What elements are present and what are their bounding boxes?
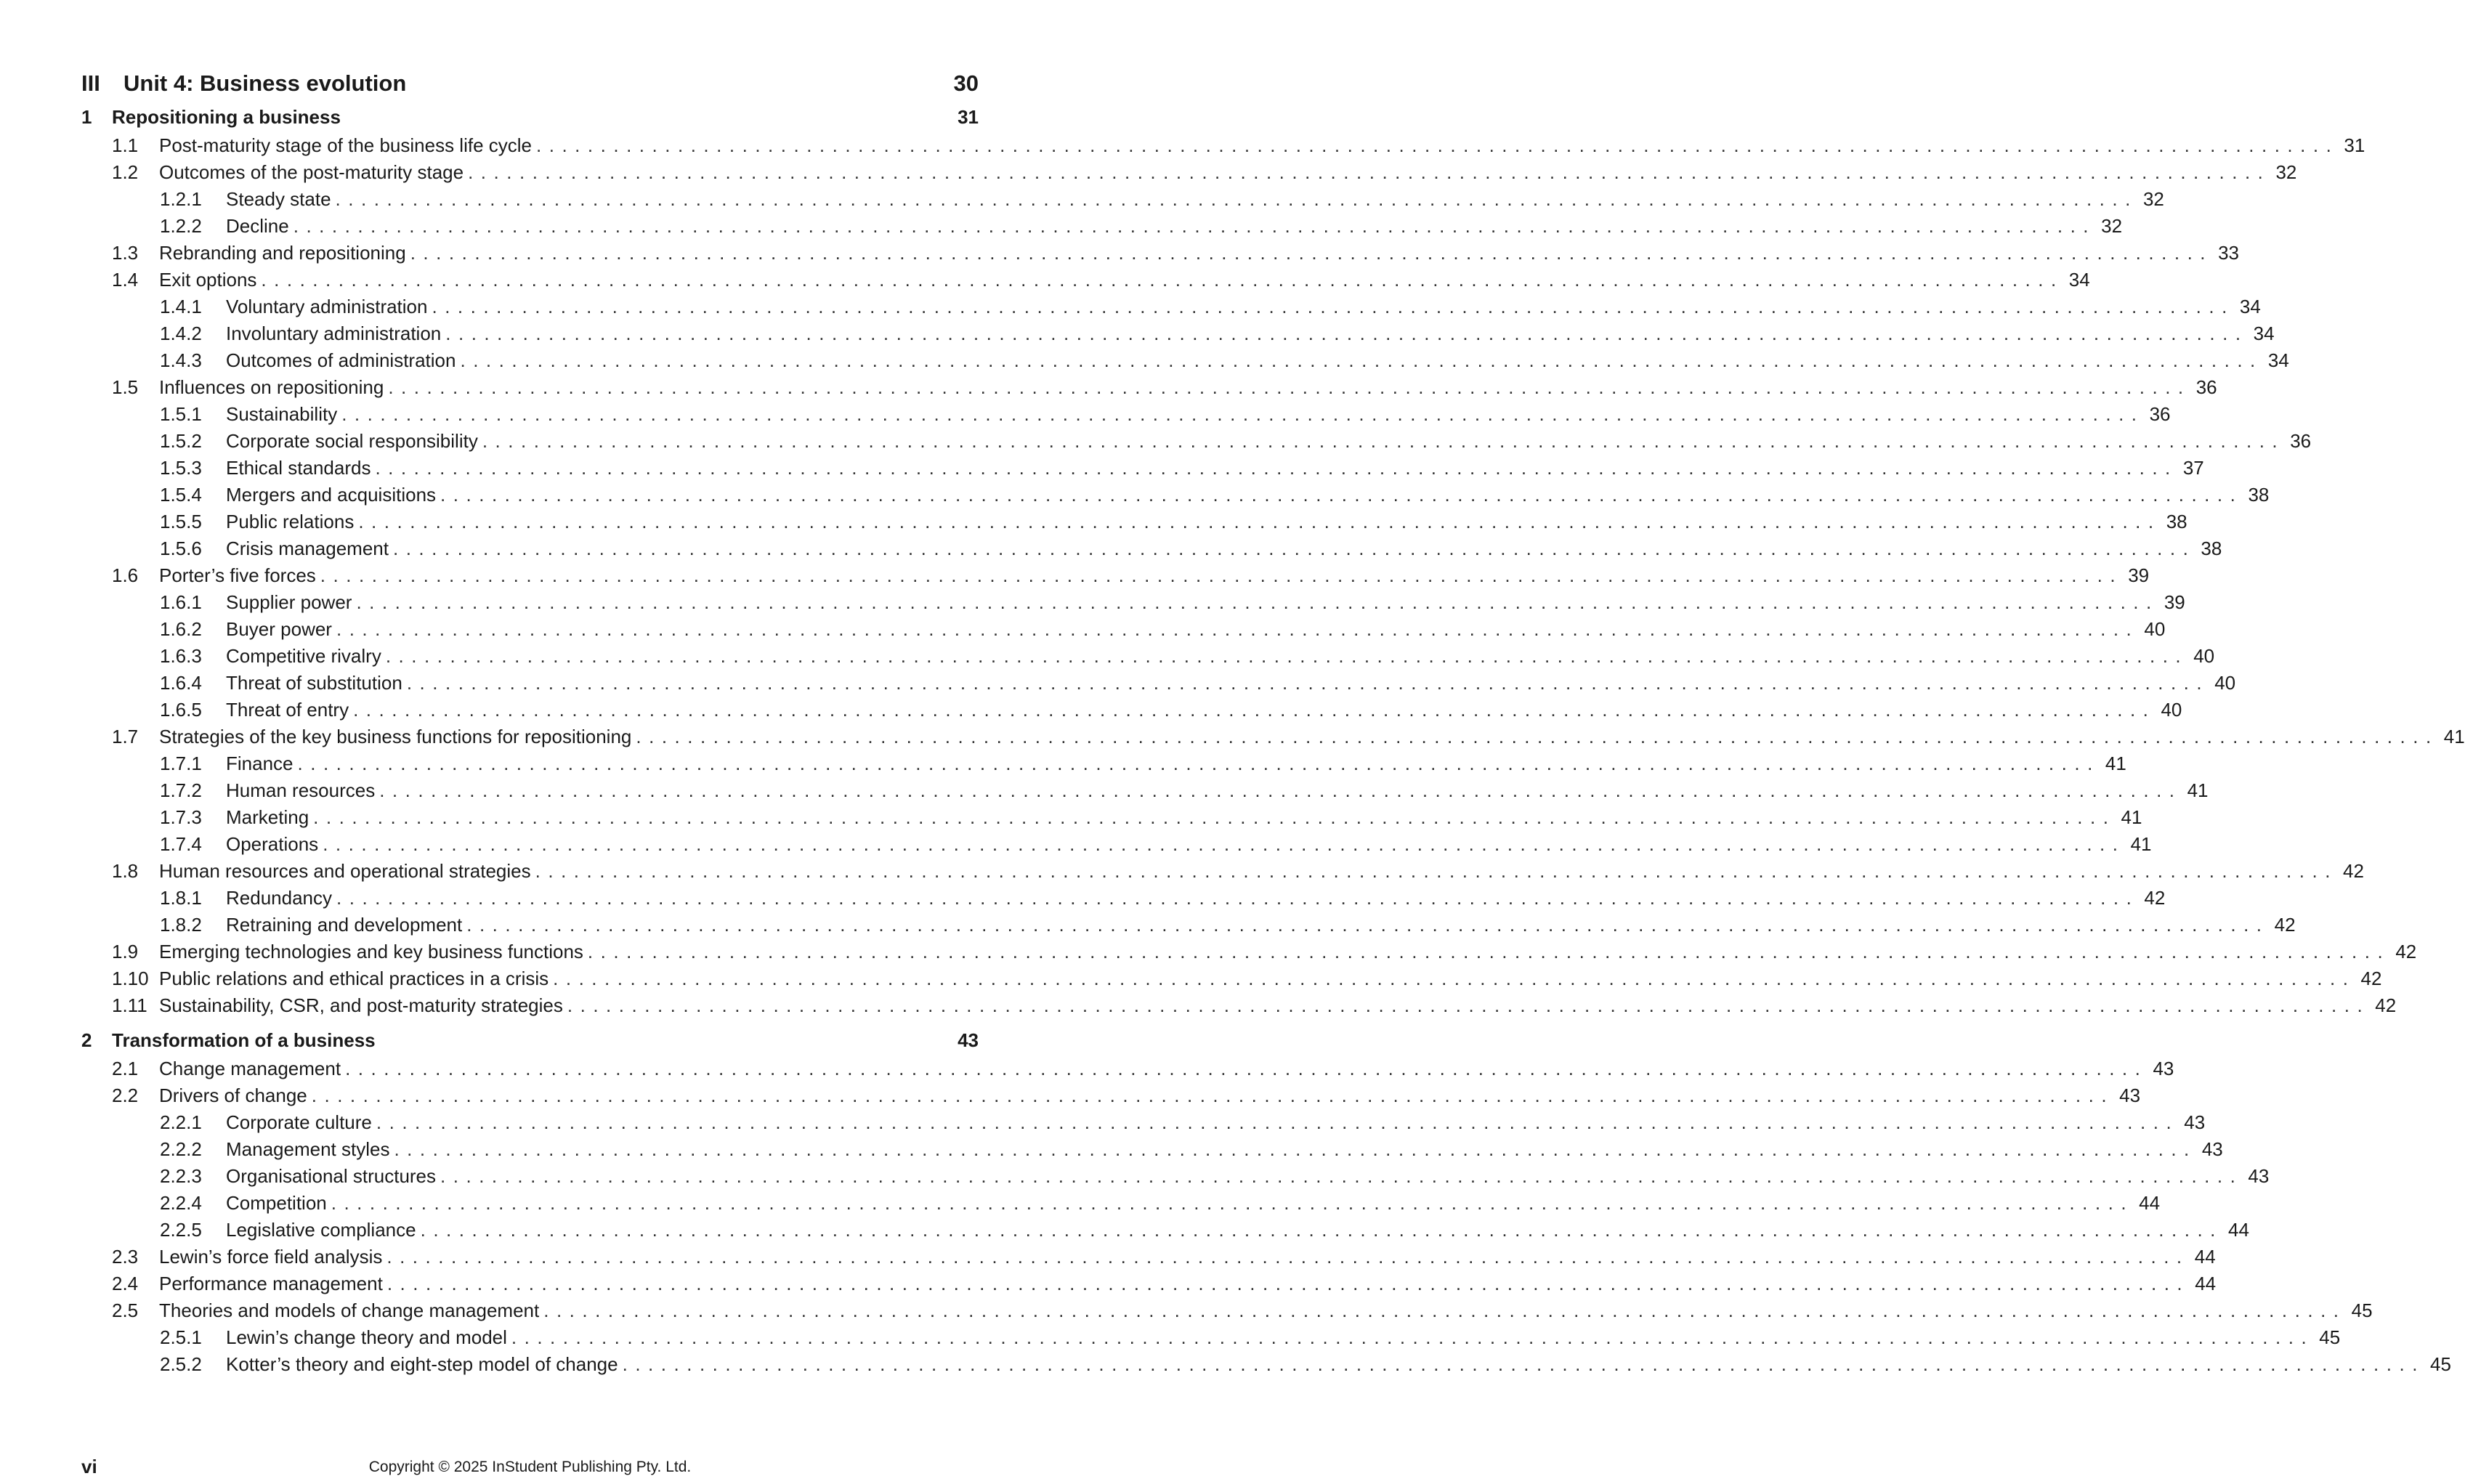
entry-title: Voluntary administration	[226, 296, 428, 317]
entry-title: Buyer power	[226, 618, 332, 640]
dot-leader: ............................................................................................................................................	[323, 833, 2126, 855]
entry-page: 45	[2430, 1353, 2451, 1375]
dot-leader: ............................................................................................................................................	[341, 403, 2145, 425]
toc-entry	[81, 482, 2270, 508]
dot-leader: ............................................................................................................................................	[543, 1299, 2347, 1321]
entry-title: Rebranding and repositioning	[159, 242, 406, 264]
entry-title: Threat of substitution	[226, 672, 402, 694]
entry-page: 41	[2105, 753, 2126, 774]
toc-entry	[81, 1244, 2216, 1270]
entry-number: 1.6.5	[160, 699, 202, 721]
entry-number: 1.7.4	[160, 833, 202, 855]
entry-number: 2.2.1	[160, 1111, 202, 1133]
toc-entry	[81, 428, 2312, 455]
entry-page: 40	[2144, 618, 2166, 640]
entry-number: 2.2.2	[160, 1138, 202, 1160]
entry-page: 39	[2164, 591, 2185, 613]
entry-number: 2.2.5	[160, 1219, 202, 1241]
entry-title: Theories and models of change management	[159, 1299, 540, 1321]
dot-leader: ............................................................................................................................................	[353, 699, 2156, 721]
dot-leader: ............................................................................................................................................	[336, 887, 2140, 909]
toc-entry	[81, 750, 2126, 777]
entry-number: 1.7.1	[160, 753, 202, 774]
entry-title: Public relations	[226, 511, 355, 532]
entry-page: 41	[2443, 726, 2465, 747]
entry-page: 39	[2128, 564, 2150, 586]
entry-page: 36	[2195, 376, 2217, 398]
entry-title: Strategies of the key business functions for repositioning	[159, 726, 632, 747]
toc-entry	[81, 643, 2215, 670]
dot-leader: ............................................................................................................................................	[392, 538, 2196, 559]
entry-title: Redundancy	[226, 887, 332, 909]
entry-title: Drivers of change	[159, 1084, 307, 1106]
entry-page: 33	[2218, 242, 2240, 264]
dot-leader: ............................................................................................................................................	[440, 484, 2243, 506]
entry-title: Threat of entry	[226, 699, 349, 721]
toc-entry	[81, 589, 2185, 616]
entry-title: Supplier power	[226, 591, 352, 613]
entry-page: 43	[2184, 1111, 2206, 1133]
entry-title: Influences on repositioning	[159, 376, 384, 398]
entry-number: 1.2.1	[160, 188, 202, 210]
entry-number: 2.5	[112, 1299, 139, 1321]
entry-number: 1.6	[112, 564, 139, 586]
entry-page: 44	[2139, 1192, 2161, 1214]
entry-title: Competitive rivalry	[226, 645, 381, 667]
toc-entry	[81, 186, 2164, 213]
entry-page: 40	[2193, 645, 2215, 667]
toc-entry	[81, 455, 2204, 482]
entry-number: 1.5.4	[160, 484, 202, 506]
entry-number: 1.5.5	[160, 511, 202, 532]
toc-entry	[81, 670, 2236, 697]
chapter-heading	[81, 1025, 979, 1055]
part-heading	[81, 65, 979, 102]
entry-number: 1.11	[112, 994, 147, 1016]
dot-leader: ............................................................................................................................................	[388, 376, 2191, 398]
entry-number: 1.5.2	[160, 430, 202, 452]
toc-entry	[81, 1351, 2451, 1378]
entry-title: Retraining and development	[226, 914, 463, 936]
entry-page: 32	[2275, 161, 2297, 183]
dot-leader: ............................................................................................................................................	[567, 994, 2371, 1016]
toc-entry	[81, 992, 2397, 1019]
entry-number: 2.4	[112, 1273, 139, 1294]
dot-leader: ............................................................................................................................................	[406, 672, 2210, 694]
dot-leader: ............................................................................................................................................	[466, 914, 2270, 936]
entry-page: 45	[2319, 1326, 2341, 1348]
entry-title: Operations	[226, 833, 319, 855]
page-footer	[81, 1456, 979, 1482]
toc-entry	[81, 804, 2142, 831]
entry-number: 1.6.2	[160, 618, 202, 640]
entry-page: 38	[2201, 538, 2222, 559]
entry-title: Crisis management	[226, 538, 389, 559]
dot-leader: ............................................................................................................................................	[385, 645, 2189, 667]
entry-title: Marketing	[226, 806, 309, 828]
toc-entry	[81, 858, 2364, 885]
toc-entry	[81, 1082, 2141, 1109]
entry-title: Ethical standards	[226, 457, 371, 479]
entry-page: 42	[2395, 941, 2417, 962]
dot-leader: ............................................................................................................................................	[376, 1111, 2179, 1133]
entry-number: 1.9	[112, 941, 139, 962]
toc-entry	[81, 535, 2222, 562]
dot-leader: ............................................................................................................................................	[535, 860, 2338, 882]
entry-number: 2.3	[112, 1246, 139, 1268]
part-page: 30	[953, 70, 979, 96]
dot-leader: ............................................................................................................................................	[331, 1192, 2134, 1214]
dot-leader: ............................................................................................................................................	[386, 1273, 2190, 1294]
entry-title: Human resources	[226, 779, 376, 801]
toc-entry	[81, 1136, 2223, 1163]
dot-leader: ............................................................................................................................................	[394, 1138, 2197, 1160]
dot-leader: ............................................................................................................................................	[636, 726, 2439, 747]
entry-page: 31	[2344, 134, 2365, 156]
entry-title: Legislative compliance	[226, 1219, 416, 1241]
toc-entry	[81, 1190, 2161, 1217]
toc-entry	[81, 616, 2166, 643]
entry-page: 34	[2239, 296, 2261, 317]
entry-title: Finance	[226, 753, 294, 774]
dot-leader: ............................................................................................................................................	[460, 349, 2263, 371]
entry-page: 36	[2149, 403, 2171, 425]
entry-page: 40	[2161, 699, 2182, 721]
toc-entry	[81, 912, 2296, 938]
entry-page: 44	[2227, 1219, 2249, 1241]
chapter-heading	[81, 102, 979, 132]
dot-leader: ............................................................................................................................................	[356, 591, 2159, 613]
entry-page: 43	[2153, 1058, 2174, 1079]
part-number: III	[81, 70, 100, 96]
dot-leader: ............................................................................................................................................	[440, 1165, 2243, 1187]
dot-leader: ............................................................................................................................................	[320, 564, 2124, 586]
entry-number: 1.6.1	[160, 591, 202, 613]
toc-entry	[81, 1217, 2249, 1244]
entry-title: Outcomes of the post-maturity stage	[159, 161, 464, 183]
dot-leader: ............................................................................................................................................	[445, 323, 2249, 344]
entry-page: 45	[2351, 1299, 2373, 1321]
entry-page: 42	[2360, 968, 2382, 989]
entry-page: 38	[2166, 511, 2187, 532]
toc-entry	[81, 1055, 2174, 1082]
entry-number: 1.10	[112, 968, 149, 989]
entry-number: 1.4	[112, 269, 139, 291]
toc-entry	[81, 777, 2209, 804]
toc-entry	[81, 1109, 2206, 1136]
entry-page: 43	[2248, 1165, 2270, 1187]
toc-entry	[81, 159, 2297, 186]
entry-page: 36	[2290, 430, 2312, 452]
toc-entry	[81, 401, 2171, 428]
toc-entry	[81, 938, 2417, 965]
entry-page: 40	[2214, 672, 2236, 694]
entry-number: 1.1	[112, 134, 139, 156]
entry-number: 1.2	[112, 161, 139, 183]
entry-page: 34	[2253, 323, 2275, 344]
chapter-page: 43	[958, 1029, 979, 1051]
entry-number: 1.8	[112, 860, 139, 882]
entry-title: Sustainability, CSR, and post-maturity strategies	[159, 994, 563, 1016]
entry-title: Exit options	[159, 269, 257, 291]
toc-entry	[81, 293, 2261, 320]
entry-number: 2.2.4	[160, 1192, 202, 1214]
dot-leader: ............................................................................................................................................	[410, 242, 2214, 264]
entry-page: 41	[2121, 806, 2142, 828]
entry-title: Mergers and acquisitions	[226, 484, 437, 506]
entry-page: 38	[2248, 484, 2270, 506]
dot-leader: ............................................................................................................................................	[313, 806, 2116, 828]
entry-number: 1.5.1	[160, 403, 202, 425]
chapter-page: 31	[958, 106, 979, 128]
entry-title: Post-maturity stage of the business life cycle	[159, 134, 533, 156]
toc-entry	[81, 240, 2240, 267]
entry-number: 2.2	[112, 1084, 139, 1106]
entry-number: 1.6.3	[160, 645, 202, 667]
dot-leader: ............................................................................................................................................	[335, 188, 2138, 210]
toc-entry	[81, 1324, 2341, 1351]
entry-number: 1.7.2	[160, 779, 202, 801]
entry-number: 2.5.2	[160, 1353, 202, 1375]
dot-leader: ............................................................................................................................................	[293, 215, 2097, 237]
toc-entry	[81, 1163, 2270, 1190]
dot-leader: ............................................................................................................................................	[553, 968, 2356, 989]
entry-page: 43	[2119, 1084, 2141, 1106]
entry-number: 1.4.3	[160, 349, 202, 371]
entry-title: Competition	[226, 1192, 327, 1214]
entry-page: 32	[2142, 188, 2164, 210]
entry-title: Outcomes of administration	[226, 349, 456, 371]
entry-title: Performance management	[159, 1273, 383, 1294]
toc-entry	[81, 508, 2187, 535]
entry-page: 42	[2343, 860, 2364, 882]
entry-title: Emerging technologies and key business functions	[159, 941, 583, 962]
table-of-contents	[81, 65, 2465, 1378]
chapter-spacer	[81, 1019, 979, 1025]
entry-title: Change management	[159, 1058, 341, 1079]
chapter-title: Transformation of a business	[112, 1029, 376, 1051]
toc-entry	[81, 132, 2365, 159]
entry-page: 32	[2101, 215, 2123, 237]
page-folio: vi	[81, 1456, 97, 1477]
entry-number: 1.7.3	[160, 806, 202, 828]
dot-leader: ............................................................................................................................................	[375, 457, 2178, 479]
entry-page: 41	[2130, 833, 2152, 855]
dot-leader: ............................................................................................................................................	[482, 430, 2286, 452]
entry-page: 42	[2274, 914, 2296, 936]
entry-title: Lewin’s change theory and model	[226, 1326, 507, 1348]
entry-title: Steady state	[226, 188, 331, 210]
dot-leader: ............................................................................................................................................	[261, 269, 2064, 291]
toc-entry	[81, 347, 2289, 374]
toc-entry	[81, 965, 2382, 992]
copyright-notice: Copyright © 2025 InStudent Publishing Pty. Ltd.	[368, 1459, 692, 1475]
toc-entry	[81, 267, 2090, 293]
chapter-number: 2	[81, 1029, 92, 1051]
dot-leader: ............................................................................................................................................	[336, 618, 2140, 640]
entry-page: 42	[2144, 887, 2166, 909]
entry-page: 41	[2187, 779, 2209, 801]
entry-title: Sustainability	[226, 403, 338, 425]
entry-title: Human resources and operational strategies	[159, 860, 531, 882]
entry-number: 1.3	[112, 242, 139, 264]
entry-number: 1.7	[112, 726, 139, 747]
toc-entry	[81, 697, 2182, 723]
entry-number: 1.4.1	[160, 296, 202, 317]
chapter-list	[81, 102, 2465, 1378]
dot-leader: ............................................................................................................................................	[311, 1084, 2115, 1106]
dot-leader: ............................................................................................................................................	[379, 779, 2182, 801]
entry-title: Kotter’s theory and eight-step model of change	[226, 1353, 618, 1375]
entry-page: 44	[2195, 1273, 2217, 1294]
chapter-title: Repositioning a business	[112, 106, 341, 128]
entry-page: 44	[2194, 1246, 2216, 1268]
entry-title: Involuntary administration	[226, 323, 442, 344]
entry-number: 1.5.6	[160, 538, 202, 559]
dot-leader: ............................................................................................................................................	[587, 941, 2391, 962]
toc-entry	[81, 320, 2275, 347]
entry-number: 1.6.4	[160, 672, 202, 694]
entry-number: 2.2.3	[160, 1165, 202, 1187]
entry-page: 43	[2201, 1138, 2223, 1160]
toc-entry	[81, 831, 2152, 858]
entry-number: 1.2.2	[160, 215, 202, 237]
dot-leader: ............................................................................................................................................	[468, 161, 2271, 183]
dot-leader: ............................................................................................................................................	[622, 1353, 2425, 1375]
entry-number: 1.5.3	[160, 457, 202, 479]
entry-number: 1.5	[112, 376, 139, 398]
dot-leader: ............................................................................................................................................	[297, 753, 2100, 774]
entry-page: 37	[2182, 457, 2204, 479]
entry-number: 1.8.2	[160, 914, 202, 936]
entry-title: Corporate culture	[226, 1111, 372, 1133]
entry-number: 1.4.2	[160, 323, 202, 344]
toc-entry	[81, 1270, 2217, 1297]
entry-page: 34	[2068, 269, 2090, 291]
entry-title: Public relations and ethical practices in a crisis	[159, 968, 549, 989]
dot-leader: ............................................................................................................................................	[420, 1219, 2223, 1241]
dot-leader: ............................................................................................................................................	[358, 511, 2161, 532]
entry-title: Corporate social responsibility	[226, 430, 478, 452]
chapter-number: 1	[81, 106, 92, 128]
toc-entry	[81, 562, 2150, 589]
toc-entry	[81, 885, 2166, 912]
entry-page: 34	[2267, 349, 2289, 371]
dot-leader: ............................................................................................................................................	[536, 134, 2339, 156]
toc-entry	[81, 213, 2123, 240]
entry-title: Porter’s five forces	[159, 564, 316, 586]
entry-page: 42	[2375, 994, 2397, 1016]
entry-title: Decline	[226, 215, 289, 237]
entry-number: 2.1	[112, 1058, 139, 1079]
toc-entry	[81, 374, 2217, 401]
entry-title: Management styles	[226, 1138, 390, 1160]
entry-number: 1.8.1	[160, 887, 202, 909]
entry-title: Organisational structures	[226, 1165, 437, 1187]
dot-leader: ............................................................................................................................................	[386, 1246, 2190, 1268]
dot-leader: ............................................................................................................................................	[511, 1326, 2315, 1348]
toc-entry	[81, 723, 2465, 750]
part-title: Unit 4: Business evolution	[124, 70, 407, 96]
toc-entry	[81, 1297, 2373, 1324]
entry-title: Lewin’s force field analysis	[159, 1246, 383, 1268]
dot-leader: ............................................................................................................................................	[432, 296, 2235, 317]
entry-number: 2.5.1	[160, 1326, 202, 1348]
dot-leader: ............................................................................................................................................	[345, 1058, 2148, 1079]
